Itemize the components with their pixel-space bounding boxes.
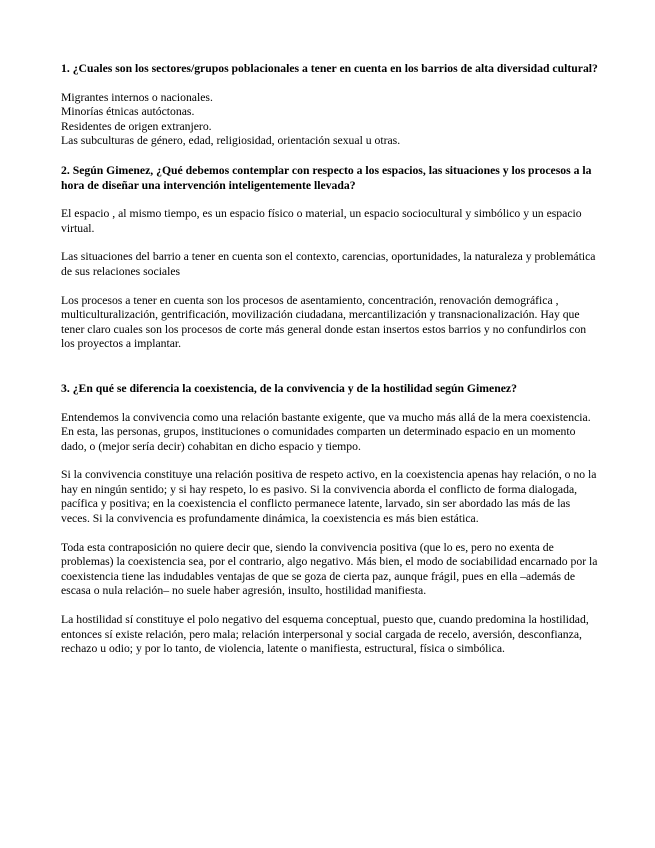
question-2-heading: 2. Según Gimenez, ¿Qué debemos contemplar con respecto a los espacios, las situaciones y los procesos a la hora de diseñar una intervención inteligentemente llevada? [61,163,592,192]
answer-2-paragraph: Los procesos a tener en cuenta son los procesos de asentamiento, concentración, renovación demográfica , multiculturalización, gentrificación, movilización ciudadana, mercantilización y transnacionalización. Hay que tener claro cuales son los procesos de corte más general donde estan insertos estos barrios y no confundirlos con los proyectos a implantar. [61,293,587,351]
answer-3-paragraph: Toda esta contraposición no quiere decir que, siendo la convivencia positiva (que lo es, pero no exenta de problemas) la coexistencia sea, por el contrario, algo negativo. Más bien, el modo de sociabilidad encarnado por la coexistencia tiene las indudables ventajas de que se goza de cierta paz, aunque frágil, pues en ella –además de escasa o nula relación– no suele haber agresión, insulto, hostilidad manifiesta. [61,540,598,598]
answer-3-paragraph: Entendemos la convivencia como una relación bastante exigente, que va mucho más allá de la mera coexistencia. En esta, las personas, grupos, instituciones o comunidades comparten un determinado espacio en un momento dado, o (mejor sería decir) cohabitan en dicho espacio y tiempo. [61,410,591,453]
answer-1-line: Migrantes internos o nacionales. [61,90,213,104]
answer-2-paragraph: El espacio , al mismo tiempo, es un espacio físico o material, un espacio sociocultural y simbólico y un espacio virtual. [61,207,582,235]
question-1-heading: 1. ¿Cuales son los sectores/grupos poblacionales a tener en cuenta en los barrios de alta diversidad cultural? [61,62,598,75]
question-3-heading: 3. ¿En qué se diferencia la coexistencia, de la convivencia y de la hostilidad según Gimenez? [61,381,517,395]
question-1-answer-list [61,91,599,149]
document-page [61,62,599,657]
answer-3-paragraph: La hostilidad sí constituye el polo negativo del esquema conceptual, puesto que, cuando predomina la hostilidad, entonces sí existe relación, pero mala; relación interpersonal y social cargada de recelo, aversión, desconfianza, rechazo u odio; y por lo tanto, de violencia, latente o manifiesta, estructural, física o simbólica. [61,613,589,656]
answer-1-line: Residentes de origen extranjero. [61,119,212,133]
answer-3-paragraph: Si la convivencia constituye una relación positiva de respeto activo, en la coexistencia apenas hay relación, o no la hay en ningún sentido; y si hay respeto, lo es pasivo. Si la convivencia aborda el conflicto de forma dialogada, pacífica y positiva; en la coexistencia el conflicto permanece latente, larvado, sin ser abordado las más de las veces. Si la convivencia es profundamente dinámica, la coexistencia es más bien estática. [61,468,597,526]
answer-1-line: Las subculturas de género, edad, religiosidad, orientación sexual u otras. [61,134,401,148]
answer-2-paragraph: Las situaciones del barrio a tener en cuenta son el contexto, carencias, oportunidades, la naturaleza y problemática de sus relaciones sociales [61,250,596,278]
answer-1-line: Minorías étnicas autóctonas. [61,105,195,119]
